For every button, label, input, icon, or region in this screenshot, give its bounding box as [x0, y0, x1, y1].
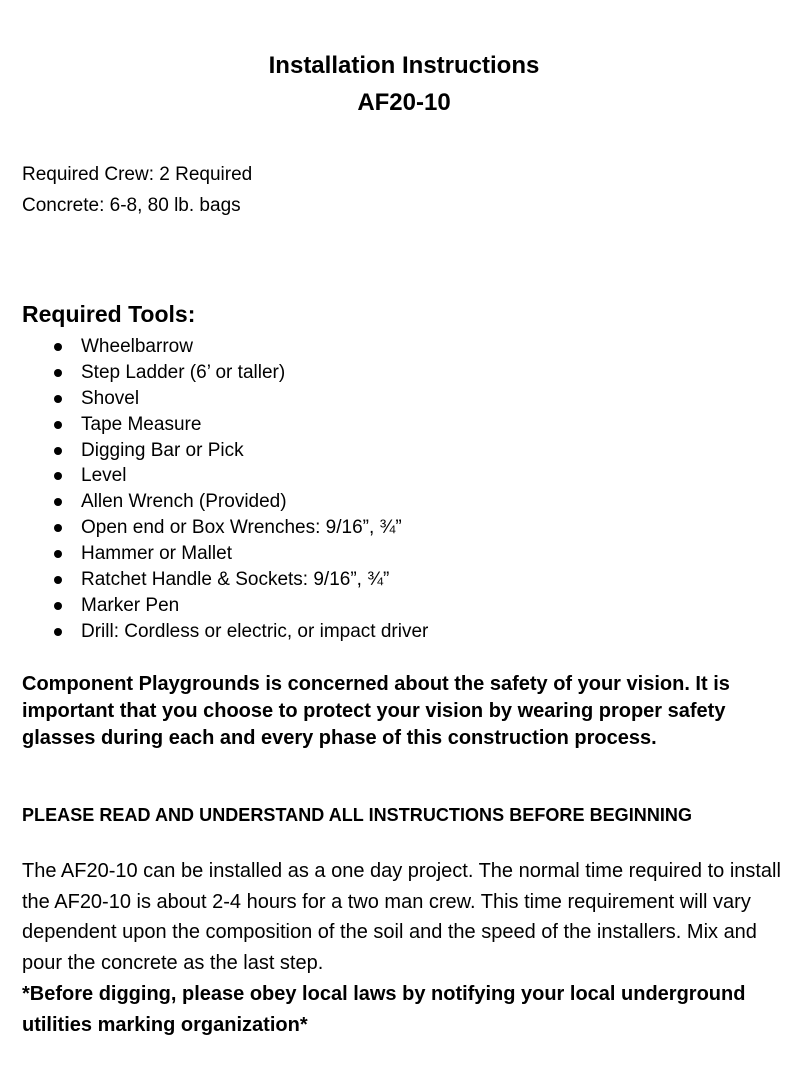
list-item — [0, 515, 428, 541]
model-number: AF20-10 — [357, 89, 451, 116]
bullet-icon — [54, 602, 62, 610]
list-item — [0, 619, 428, 645]
tool-label: Wheelbarrow — [81, 336, 193, 357]
list-item — [0, 489, 428, 515]
tool-label: Open end or Box Wrenches: 9/16”, ¾” — [81, 517, 402, 539]
list-item — [0, 593, 428, 619]
bullet-icon — [54, 472, 62, 480]
tool-label: Step Ladder (6’ or taller) — [81, 361, 286, 383]
safety-notice: Component Playgrounds is concerned about the safety of your vision. It is important that you choose to protect your vision by wearing proper safety glasses during each and every phase of this construction process. — [22, 673, 730, 749]
tool-label: Marker Pen — [81, 594, 180, 616]
list-item — [0, 463, 428, 489]
tool-label: Shovel — [81, 387, 140, 409]
bullet-icon — [54, 550, 62, 558]
bullet-icon — [54, 576, 62, 584]
required-tools-list — [0, 334, 428, 645]
tool-label: Drill: Cordless or electric, or impact driver — [81, 620, 429, 642]
bullet-icon — [54, 395, 62, 403]
list-item — [0, 334, 428, 360]
read-instructions-notice: PLEASE READ AND UNDERSTAND ALL INSTRUCTIONS BEFORE BEGINNING — [22, 805, 693, 825]
tool-label: Hammer or Mallet — [81, 543, 232, 565]
required-crew: Required Crew: 2 Required — [22, 164, 253, 185]
list-item — [0, 386, 428, 412]
required-tools-heading: Required Tools: — [22, 301, 196, 327]
list-item — [0, 438, 428, 464]
bullet-icon — [54, 498, 62, 506]
tool-label: Allen Wrench (Provided) — [81, 491, 287, 513]
installation-time-paragraph: The AF20-10 can be installed as a one day project. The normal time required to install the AF20-10 is about 2-4 hours for a two man crew. This time requirement will vary dependent upon the composition of the soil and the speed of the installers. Mix and pour the concrete as the last step. — [22, 860, 781, 974]
bullet-icon — [54, 369, 62, 377]
page-title: Installation Instructions — [268, 52, 540, 79]
list-item — [0, 567, 428, 593]
list-item — [0, 541, 428, 567]
bullet-icon — [54, 628, 62, 636]
list-item — [0, 412, 428, 438]
tool-label: Tape Measure — [81, 413, 202, 435]
bullet-icon — [54, 343, 62, 351]
list-item — [0, 360, 428, 386]
tool-label: Level — [81, 465, 127, 487]
bullet-icon — [54, 421, 62, 429]
bullet-icon — [54, 447, 62, 455]
concrete-requirement: Concrete: 6-8, 80 lb. bags — [22, 195, 241, 216]
bullet-icon — [54, 524, 62, 532]
tool-label: Digging Bar or Pick — [81, 439, 244, 461]
tool-label: Ratchet Handle & Sockets: 9/16”, ¾” — [81, 569, 390, 591]
digging-notice: *Before digging, please obey local laws by notifying your local underground utilities marking organization* — [22, 983, 746, 1036]
